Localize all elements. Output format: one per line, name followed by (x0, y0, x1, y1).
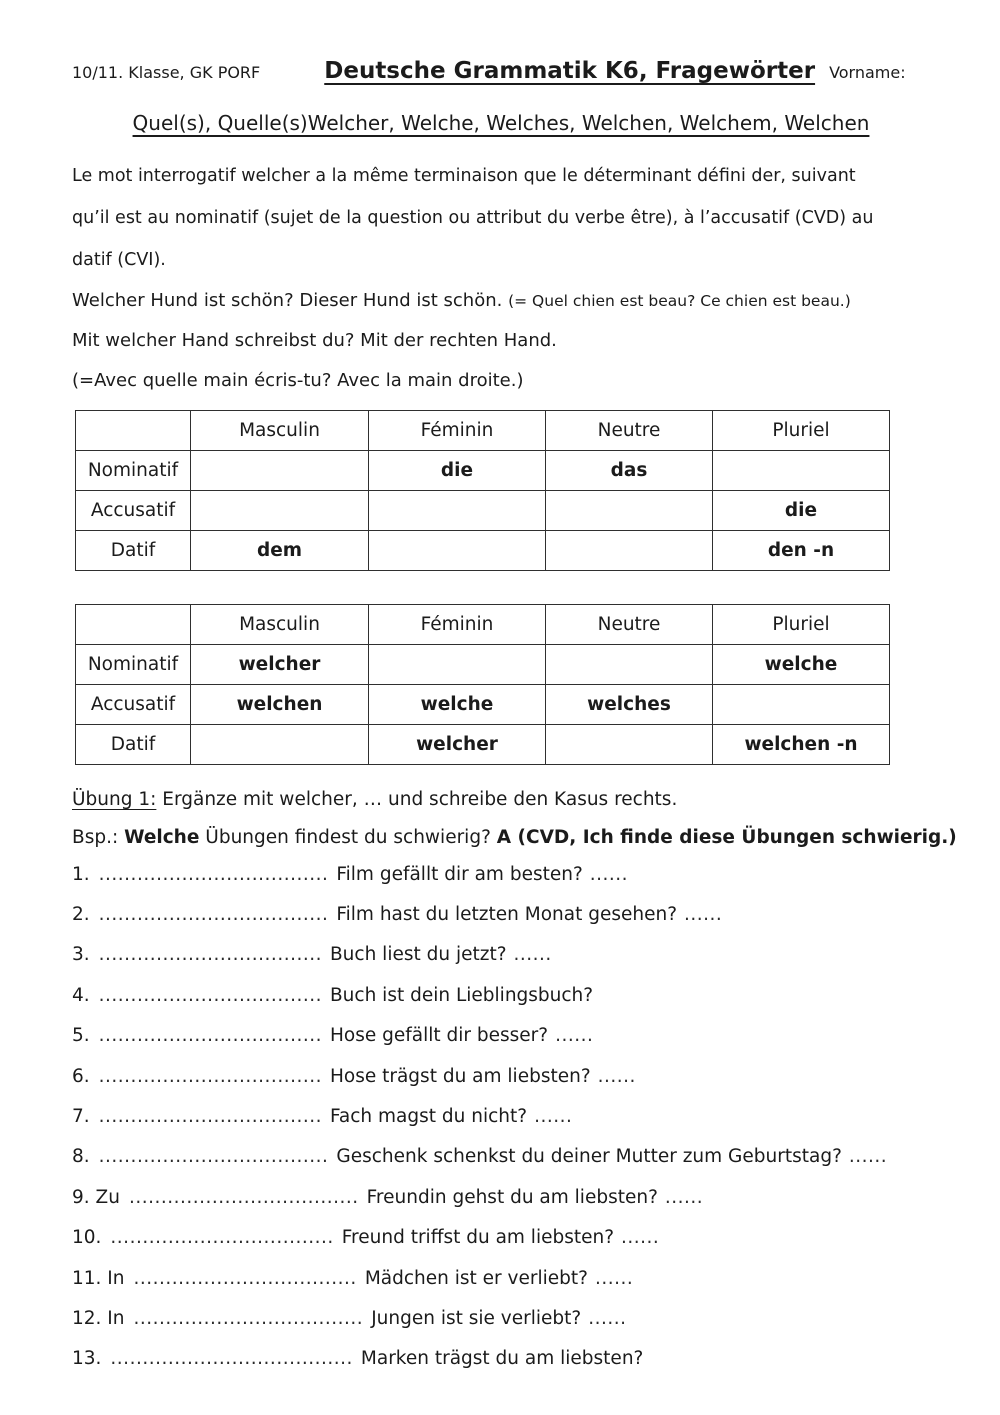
item-text: Buch liest du jetzt? (329, 944, 507, 966)
table-header-cell: Féminin (369, 411, 546, 451)
table-corner-cell (76, 411, 191, 451)
kasus-blank: ...... (664, 1186, 704, 1208)
table-header-cell: Masculin (191, 605, 369, 645)
kasus-blank: ...... (588, 1307, 627, 1329)
table-header-row (76, 605, 890, 645)
table-cell (191, 491, 369, 531)
item-text: Geschenk schenkst du deiner Mutter zum Geburtstag? (336, 1146, 842, 1168)
item-number: 5. (72, 1025, 90, 1047)
table-cell (369, 491, 546, 531)
uebung-heading (72, 789, 930, 810)
kasus-blank: ...... (513, 944, 552, 966)
intro-paragraph (72, 155, 930, 281)
table-row (76, 725, 890, 765)
page-title: Deutsche Grammatik K6, Fragewörter (324, 58, 816, 84)
table-cell: welche (369, 685, 546, 725)
table-cell (546, 725, 713, 765)
answer-blank: .................................... (98, 904, 329, 926)
kasus-blank: ...... (621, 1227, 660, 1249)
table-cell (546, 531, 713, 571)
item-text: Freundin gehst du am liebsten? (366, 1186, 658, 1208)
item-text: Film gefällt dir am besten? (336, 863, 583, 885)
item-number: 7. (72, 1106, 90, 1128)
exercise-item (72, 1258, 930, 1298)
exercise-item (72, 854, 930, 894)
exercise-item (72, 975, 930, 1015)
table-header-row (76, 411, 890, 451)
table-cell: das (546, 451, 713, 491)
table-cell: die (369, 451, 546, 491)
item-text: Jungen ist sie verliebt? (371, 1307, 582, 1329)
table-cell: die (713, 491, 890, 531)
intro-line: datif (CVI). (72, 250, 166, 270)
uebung-instruction: Ergänze mit welcher, … und schreibe den Kasus rechts. (162, 789, 678, 810)
item-number: 9. Zu (72, 1186, 120, 1208)
exercise-list (72, 854, 930, 1379)
answer-blank: .................................... (98, 863, 329, 885)
table-cell: welches (546, 685, 713, 725)
exercise-item (72, 1056, 930, 1096)
der-declension-table (75, 410, 890, 571)
exercise-item (72, 1298, 930, 1338)
table-cell (191, 725, 369, 765)
intro-line: qu’il est au nominatif (sujet de la question ou attribut du verbe être), à l’accusatif (CVD) au (72, 208, 874, 228)
exercise-item (72, 935, 930, 975)
kasus-blank: ...... (848, 1146, 888, 1168)
table-header-cell: Pluriel (713, 605, 890, 645)
exercise-item (72, 1137, 930, 1177)
table-cell (191, 451, 369, 491)
answer-blank: .................................... (133, 1307, 364, 1329)
table-row (76, 685, 890, 725)
bsp-label: Bsp.: (72, 827, 119, 848)
item-text: Hose gefällt dir besser? (329, 1025, 549, 1047)
class-label: 10/11. Klasse, GK PORF (72, 63, 261, 82)
row-label: Nominatif (76, 451, 191, 491)
item-text: Buch ist dein Lieblingsbuch? (329, 984, 594, 1006)
answer-blank: ................................... (110, 1227, 334, 1249)
table-header-cell: Neutre (546, 605, 713, 645)
item-text: Mädchen ist er verliebt? (364, 1267, 588, 1289)
item-text: Film hast du letzten Monat gesehen? (336, 904, 678, 926)
answer-blank: ................................... (98, 1106, 322, 1128)
table-cell: den -n (713, 531, 890, 571)
kasus-blank: ...... (589, 863, 629, 885)
item-number: 13. (72, 1348, 102, 1370)
answer-blank: ................................... (98, 944, 322, 966)
exercise-item (72, 1339, 930, 1379)
table-header-cell: Féminin (369, 605, 546, 645)
table-row (76, 645, 890, 685)
bsp-bold-answer: A (CVD, Ich finde diese Übungen schwierig.) (496, 827, 957, 848)
example-french: (= Quel chien est beau? Ce chien est beau.) (508, 292, 851, 310)
item-text: Freund triffst du am liebsten? (341, 1227, 615, 1249)
item-number: 8. (72, 1146, 90, 1168)
example-line-3: (=Avec quelle main écris-tu? Avec la main droite.) (72, 370, 524, 391)
kasus-blank: ...... (684, 904, 723, 926)
table-cell: welcher (369, 725, 546, 765)
welcher-declension-table (75, 604, 890, 765)
exercise-item (72, 1177, 930, 1217)
answer-blank: .................................... (98, 1146, 329, 1168)
item-number: 10. (72, 1227, 102, 1249)
table-header-cell: Neutre (546, 411, 713, 451)
table-cell: dem (191, 531, 369, 571)
table-cell: welcher (191, 645, 369, 685)
example-sentences (72, 281, 930, 401)
kasus-blank: ...... (597, 1065, 636, 1087)
table-cell (713, 451, 890, 491)
example-line-1 (72, 281, 930, 321)
exercise-item (72, 1096, 930, 1136)
example-german: Welcher Hund ist schön? Dieser Hund ist schön. (72, 290, 503, 311)
row-label: Datif (76, 531, 191, 571)
table-header-cell: Masculin (191, 411, 369, 451)
table-row (76, 531, 890, 571)
item-number: 3. (72, 944, 90, 966)
header-row (72, 58, 930, 84)
uebung-title: Übung 1: (72, 789, 157, 810)
vorname-label: Vorname: (829, 63, 906, 82)
answer-blank: ................................... (98, 1065, 322, 1087)
item-number: 2. (72, 904, 90, 926)
table-row (76, 451, 890, 491)
kasus-blank: ...... (594, 1267, 634, 1289)
table-cell: welchen (191, 685, 369, 725)
row-label: Nominatif (76, 645, 191, 685)
table-cell: welche (713, 645, 890, 685)
item-number: 4. (72, 984, 90, 1006)
item-number: 12. In (72, 1307, 125, 1329)
table-cell (546, 491, 713, 531)
table-row (76, 491, 890, 531)
answer-blank: ................................... (98, 1025, 322, 1047)
table-cell (369, 645, 546, 685)
answer-blank: ................................... (133, 1267, 357, 1289)
table-cell (369, 531, 546, 571)
item-text: Hose trägst du am liebsten? (329, 1065, 591, 1087)
bsp-bold-word: Welche (124, 827, 200, 848)
kasus-blank: ...... (534, 1106, 573, 1128)
bsp-example-line (72, 827, 957, 848)
subtitle: Quel(s), Quelle(s)Welcher, Welche, Welches, Welchen, Welchem, Welchen (132, 111, 870, 135)
table-cell (546, 645, 713, 685)
item-number: 1. (72, 863, 90, 885)
answer-blank: .................................... (128, 1186, 359, 1208)
item-text: Marken trägst du am liebsten? (360, 1348, 644, 1370)
answer-blank: ...................................... (110, 1348, 353, 1370)
answer-blank: ................................... (98, 984, 322, 1006)
exercise-item (72, 1218, 930, 1258)
row-label: Accusatif (76, 491, 191, 531)
table-cell (713, 685, 890, 725)
exercise-item (72, 1016, 930, 1056)
row-label: Datif (76, 725, 191, 765)
table-cell: welchen -n (713, 725, 890, 765)
example-line-2: Mit welcher Hand schreibst du? Mit der rechten Hand. (72, 330, 557, 351)
table-header-cell: Pluriel (713, 411, 890, 451)
bsp-middle-text: Übungen findest du schwierig? (205, 827, 491, 848)
intro-line: Le mot interrogatif welcher a la même terminaison que le déterminant défini der, suivant (72, 166, 856, 186)
kasus-blank: ...... (555, 1025, 594, 1047)
item-number: 11. In (72, 1267, 125, 1289)
item-number: 6. (72, 1065, 90, 1087)
exercise-item (72, 894, 930, 934)
table-corner-cell (76, 605, 191, 645)
item-text: Fach magst du nicht? (329, 1106, 528, 1128)
row-label: Accusatif (76, 685, 191, 725)
